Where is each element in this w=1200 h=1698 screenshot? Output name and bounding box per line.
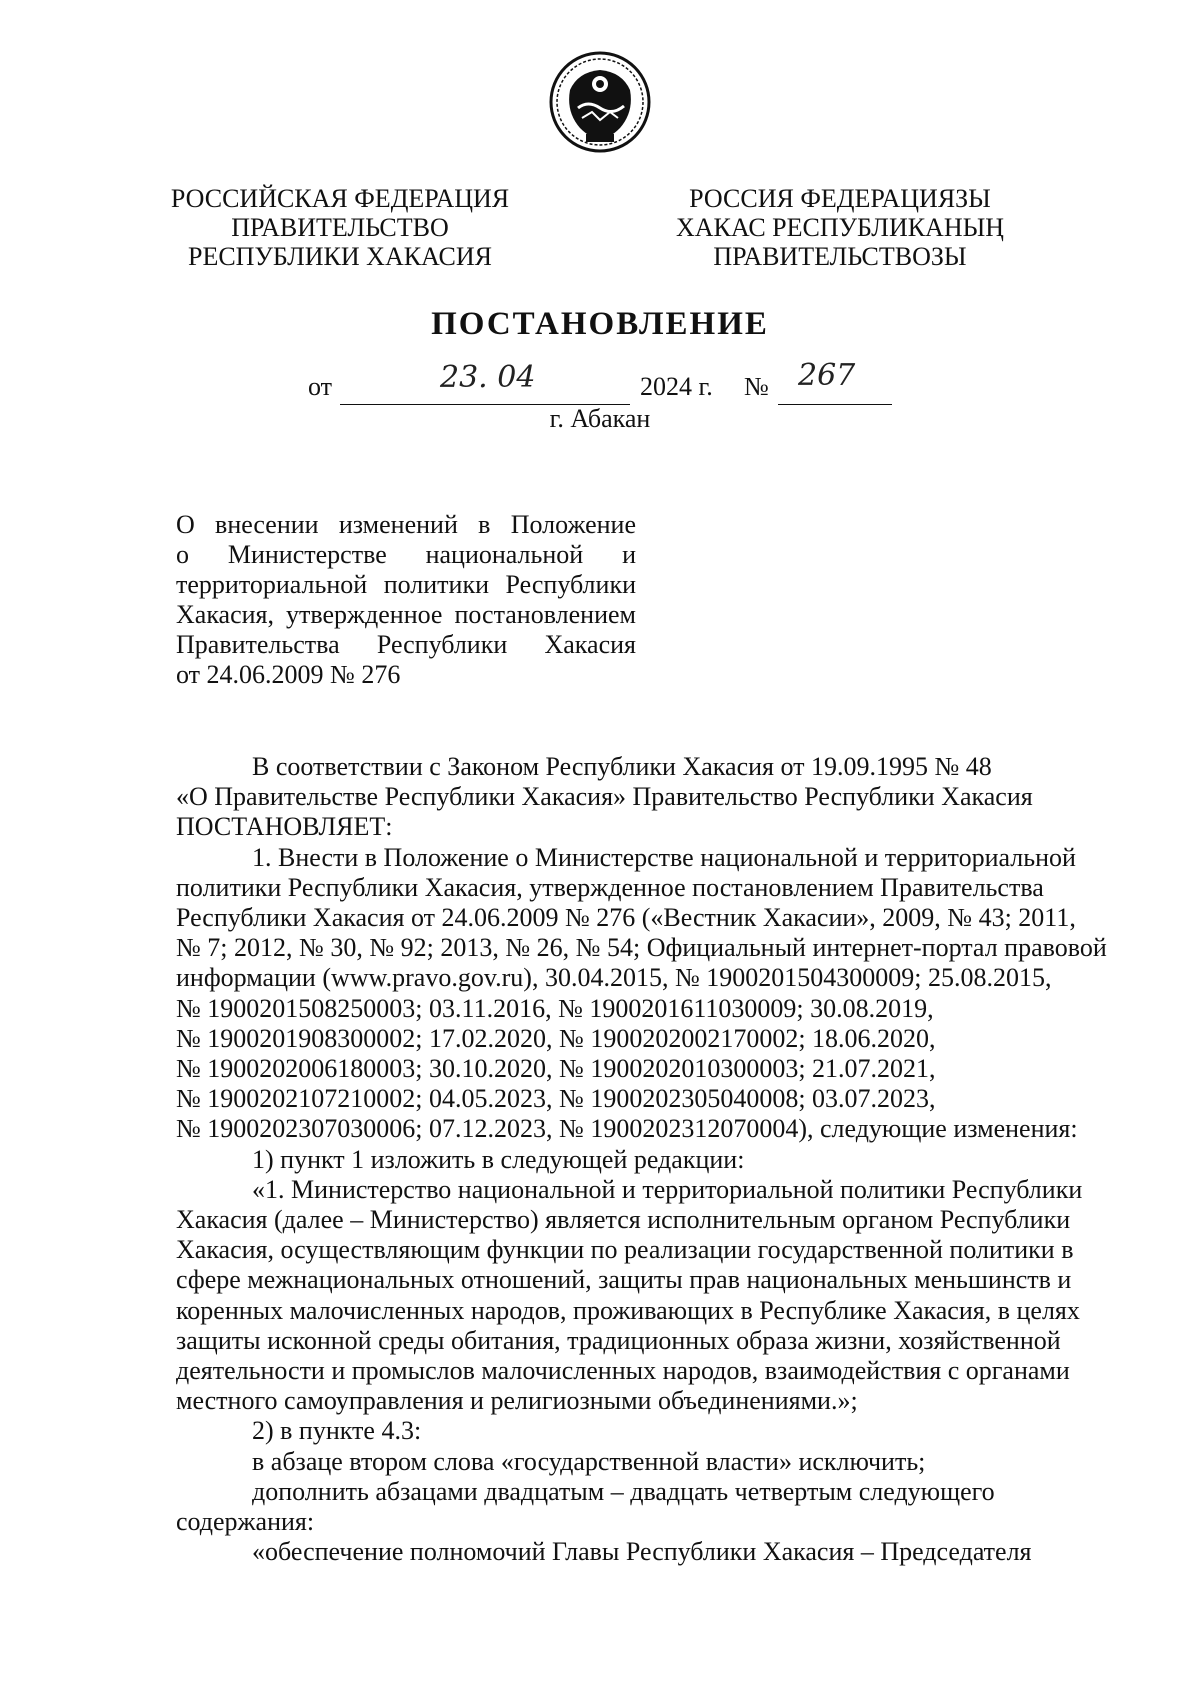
- subject-line: Хакасия, утвержденное постановлением: [176, 600, 636, 629]
- body-line: № 1900202107210002; 04.05.2023, № 1900202305040008; 03.07.2023,: [176, 1084, 936, 1114]
- body-line: ПОСТАНОВЛЯЕТ:: [176, 812, 393, 842]
- body-line: № 1900202006180003; 30.10.2020, № 1900202010300003; 21.07.2021,: [176, 1054, 936, 1084]
- document-subject: [176, 510, 636, 690]
- coat-of-arms-emblem: [548, 50, 652, 154]
- body-line: коренных малочисленных народов, проживающих в Республике Хакасия, в целях: [176, 1295, 1080, 1325]
- body-line: «обеспечение полномочий Главы Республики Хакасия – Председателя: [252, 1537, 1032, 1567]
- body-line: 1. Внести в Положение о Министерстве национальной и территориальной: [252, 842, 1076, 872]
- document-title: ПОСТАНОВЛЕНИЕ: [431, 306, 769, 342]
- body-line: политики Республики Хакасия, утвержденное постановлением Правительства: [176, 872, 1044, 902]
- header-left-line: РЕСПУБЛИКИ ХАКАСИЯ: [187, 242, 492, 271]
- city-name: г. Абакан: [549, 404, 651, 433]
- header-right-line: ПРАВИТЕЛЬСТВОЗЫ: [713, 242, 967, 271]
- body-line: содержания:: [176, 1507, 315, 1537]
- subject-line: территориальной политики Республики: [176, 570, 636, 599]
- number-prefix: №: [744, 372, 769, 401]
- body-line: защиты исконной среды обитания, традиционных образа жизни, хозяйственной: [176, 1325, 1061, 1355]
- body-line: сфере межнациональных отношений, защиты прав национальных меньшинств и: [176, 1265, 1072, 1295]
- body-line: 2) в пункте 4.3:: [252, 1416, 422, 1446]
- header-left-line: ПРАВИТЕЛЬСТВО: [231, 213, 449, 242]
- body-line: № 1900202307030006; 07.12.2023, № 1900202312070004), следующие изменения:: [176, 1114, 1078, 1144]
- header-right-line: ХАКАС РЕСПУБЛИКАНЫҢ: [675, 213, 1005, 242]
- body-line: 1) пункт 1 изложить в следующей редакции:: [252, 1144, 745, 1174]
- body-line: «1. Министерство национальной и территориальной политики Республики: [252, 1174, 1083, 1204]
- header-left-block: [150, 184, 530, 271]
- body-line: информации (www.pravo.gov.ru), 30.04.2015, № 1900201504300009; 25.08.2015,: [176, 963, 1052, 993]
- body-line: деятельности и промыслов малочисленных народов, взаимодействия с органами: [176, 1356, 1070, 1386]
- document-body: [176, 752, 1120, 1567]
- number-handwritten: 267: [798, 358, 856, 393]
- body-line: Хакасия (далее – Министерство) является исполнительным органом Республики: [176, 1205, 1071, 1235]
- body-line: в абзаце втором слова «государственной власти» исключить;: [252, 1446, 926, 1476]
- header-right-block: [650, 184, 1030, 271]
- header-left-line: РОССИЙСКАЯ ФЕДЕРАЦИЯ: [170, 184, 510, 213]
- body-line: местного самоуправления и религиозными объединениями.»;: [176, 1386, 858, 1416]
- body-line: Республики Хакасия от 24.06.2009 № 276 («Вестник Хакасии», 2009, № 43; 2011,: [176, 903, 1076, 933]
- body-line: № 1900201508250003; 03.11.2016, № 1900201611030009; 30.08.2019,: [176, 993, 934, 1023]
- body-line: Хакасия, осуществляющим функции по реализации государственной политики в: [176, 1235, 1074, 1265]
- body-line: В соответствии с Законом Республики Хакасия от 19.09.1995 № 48: [252, 752, 992, 781]
- date-prefix: от: [308, 372, 333, 401]
- body-line: № 1900201908300002; 17.02.2020, № 1900202002170002; 18.06.2020,: [176, 1023, 936, 1053]
- body-line: «О Правительстве Республики Хакасия» Правительство Республики Хакасия: [176, 782, 1033, 812]
- subject-line: О внесении изменений в Положение: [176, 510, 636, 539]
- subject-line: Правительства Республики Хакасия: [176, 630, 636, 659]
- body-line: дополнить абзацами двадцатым – двадцать четвертым следующего: [252, 1476, 995, 1506]
- year-text: 2024 г.: [640, 372, 713, 401]
- subject-line: от 24.06.2009 № 276: [176, 660, 401, 689]
- header-right-line: РОССИЯ ФЕДЕРАЦИЯЗЫ: [689, 184, 991, 213]
- subject-line: о Министерстве национальной и: [176, 540, 636, 569]
- date-handwritten: 23. 04: [440, 360, 536, 395]
- body-line: № 7; 2012, № 30, № 92; 2013, № 26, № 54; Официальный интернет-портал правовой: [176, 933, 1107, 963]
